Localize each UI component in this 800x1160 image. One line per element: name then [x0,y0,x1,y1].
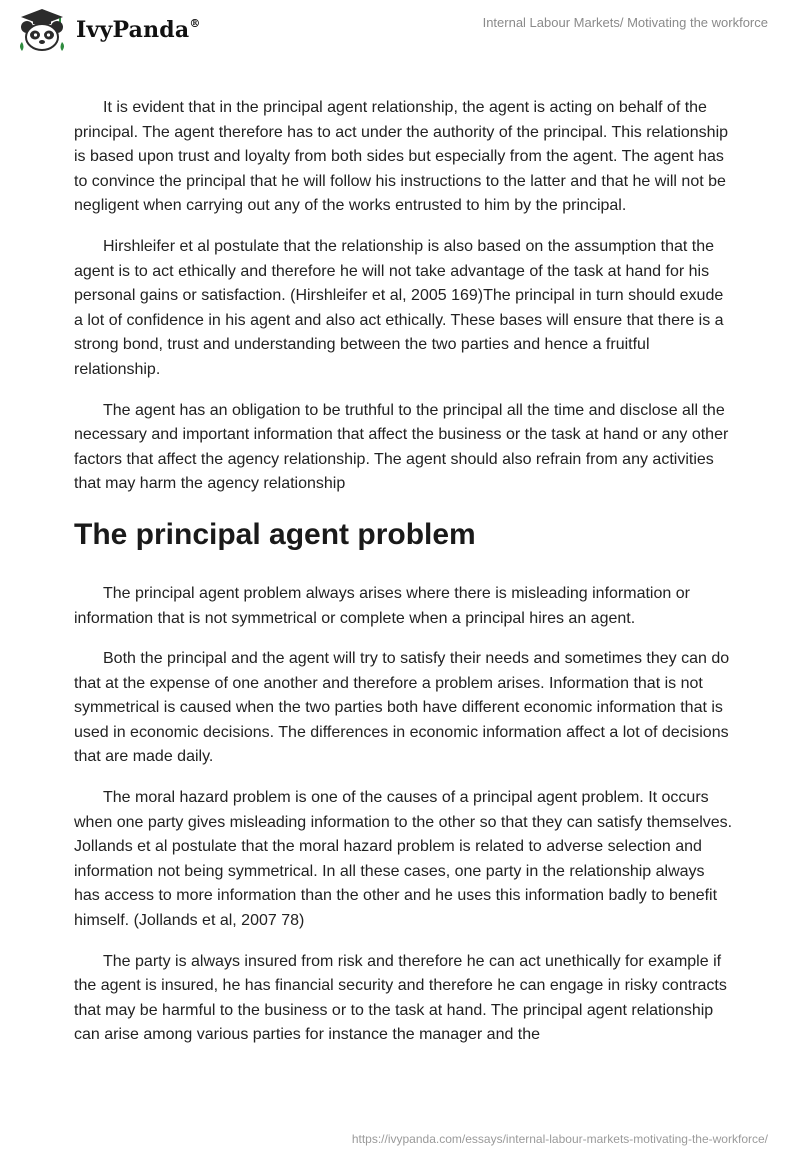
registered-mark: ® [189,16,201,30]
document-title: Internal Labour Markets/ Motivating the workforce [482,15,768,30]
paragraph: Hirshleifer et al postulate that the relationship is also based on the assumption that the agent is to act ethically and therefore he will not take advantage of the task at hand for his personal gains or satisfaction. (Hirshleifer et al, 2005 169)The principal in turn should exude a lot of confidence in his agent and also act ethically. These bases will ensure that there is a strong bond, trust and understanding between the two parties and hence a fruitful relationship. [74,237,724,378]
paragraph: The party is always insured from risk and therefore he can act unethically for example if the agent is insured, he has financial security and therefore he can engage in risky contracts that may be harmful to the business or to the task at hand. The principal agent relationship can arise among various parties for instance the manager and the [74,952,727,1044]
paragraph: The principal agent problem always arises where there is misleading information or information that is not symmetrical or complete when a principal hires an agent. [74,584,690,627]
section-heading: The principal agent problem [74,517,476,551]
page-header [0,0,800,60]
brand-logo[interactable] [16,8,201,52]
panda-graduate-icon [16,8,68,52]
source-url[interactable]: https://ivypanda.com/essays/internal-labour-markets-motivating-the-workforce/ [351,1132,768,1146]
paragraph: The agent has an obligation to be truthful to the principal all the time and disclose all the necessary and important information that affect the business or the task at hand or any other factors that affect the agency relationship. The agent should also refrain from any activities that may harm the agency relationship [74,401,729,493]
essay-content [74,96,734,1064]
paragraph: It is evident that in the principal agent relationship, the agent is acting on behalf of the principal. The agent therefore has to act under the authority of the principal. This relationship is based upon trust and loyalty from both sides but especially from the agent. The agent has to convince the principal that he will follow his instructions to the latter and that he will not be negligent when carrying out any of the works entrusted to him by the principal. [74,99,729,215]
brand-name: IvyPanda® [76,16,201,43]
paragraph: Both the principal and the agent will try to satisfy their needs and sometimes they can do that at the expense of one another and therefore a problem arises. Information that is not symmetrical is caused when the two parties both have different economic information that is used in economic decisions. The differences in economic information affect a lot of decisions that are made daily. [74,650,730,766]
paragraph: The moral hazard problem is one of the causes of a principal agent problem. It occurs when one party gives misleading information to the other so that they can satisfy themselves. Jollands et al postulate that the moral hazard problem is related to adverse selection and information not being symmetrical. In all these cases, one party in the relationship always has access to more information than the other and he uses this information badly to benefit himself. (Jollands et al, 2007 78) [74,789,733,930]
